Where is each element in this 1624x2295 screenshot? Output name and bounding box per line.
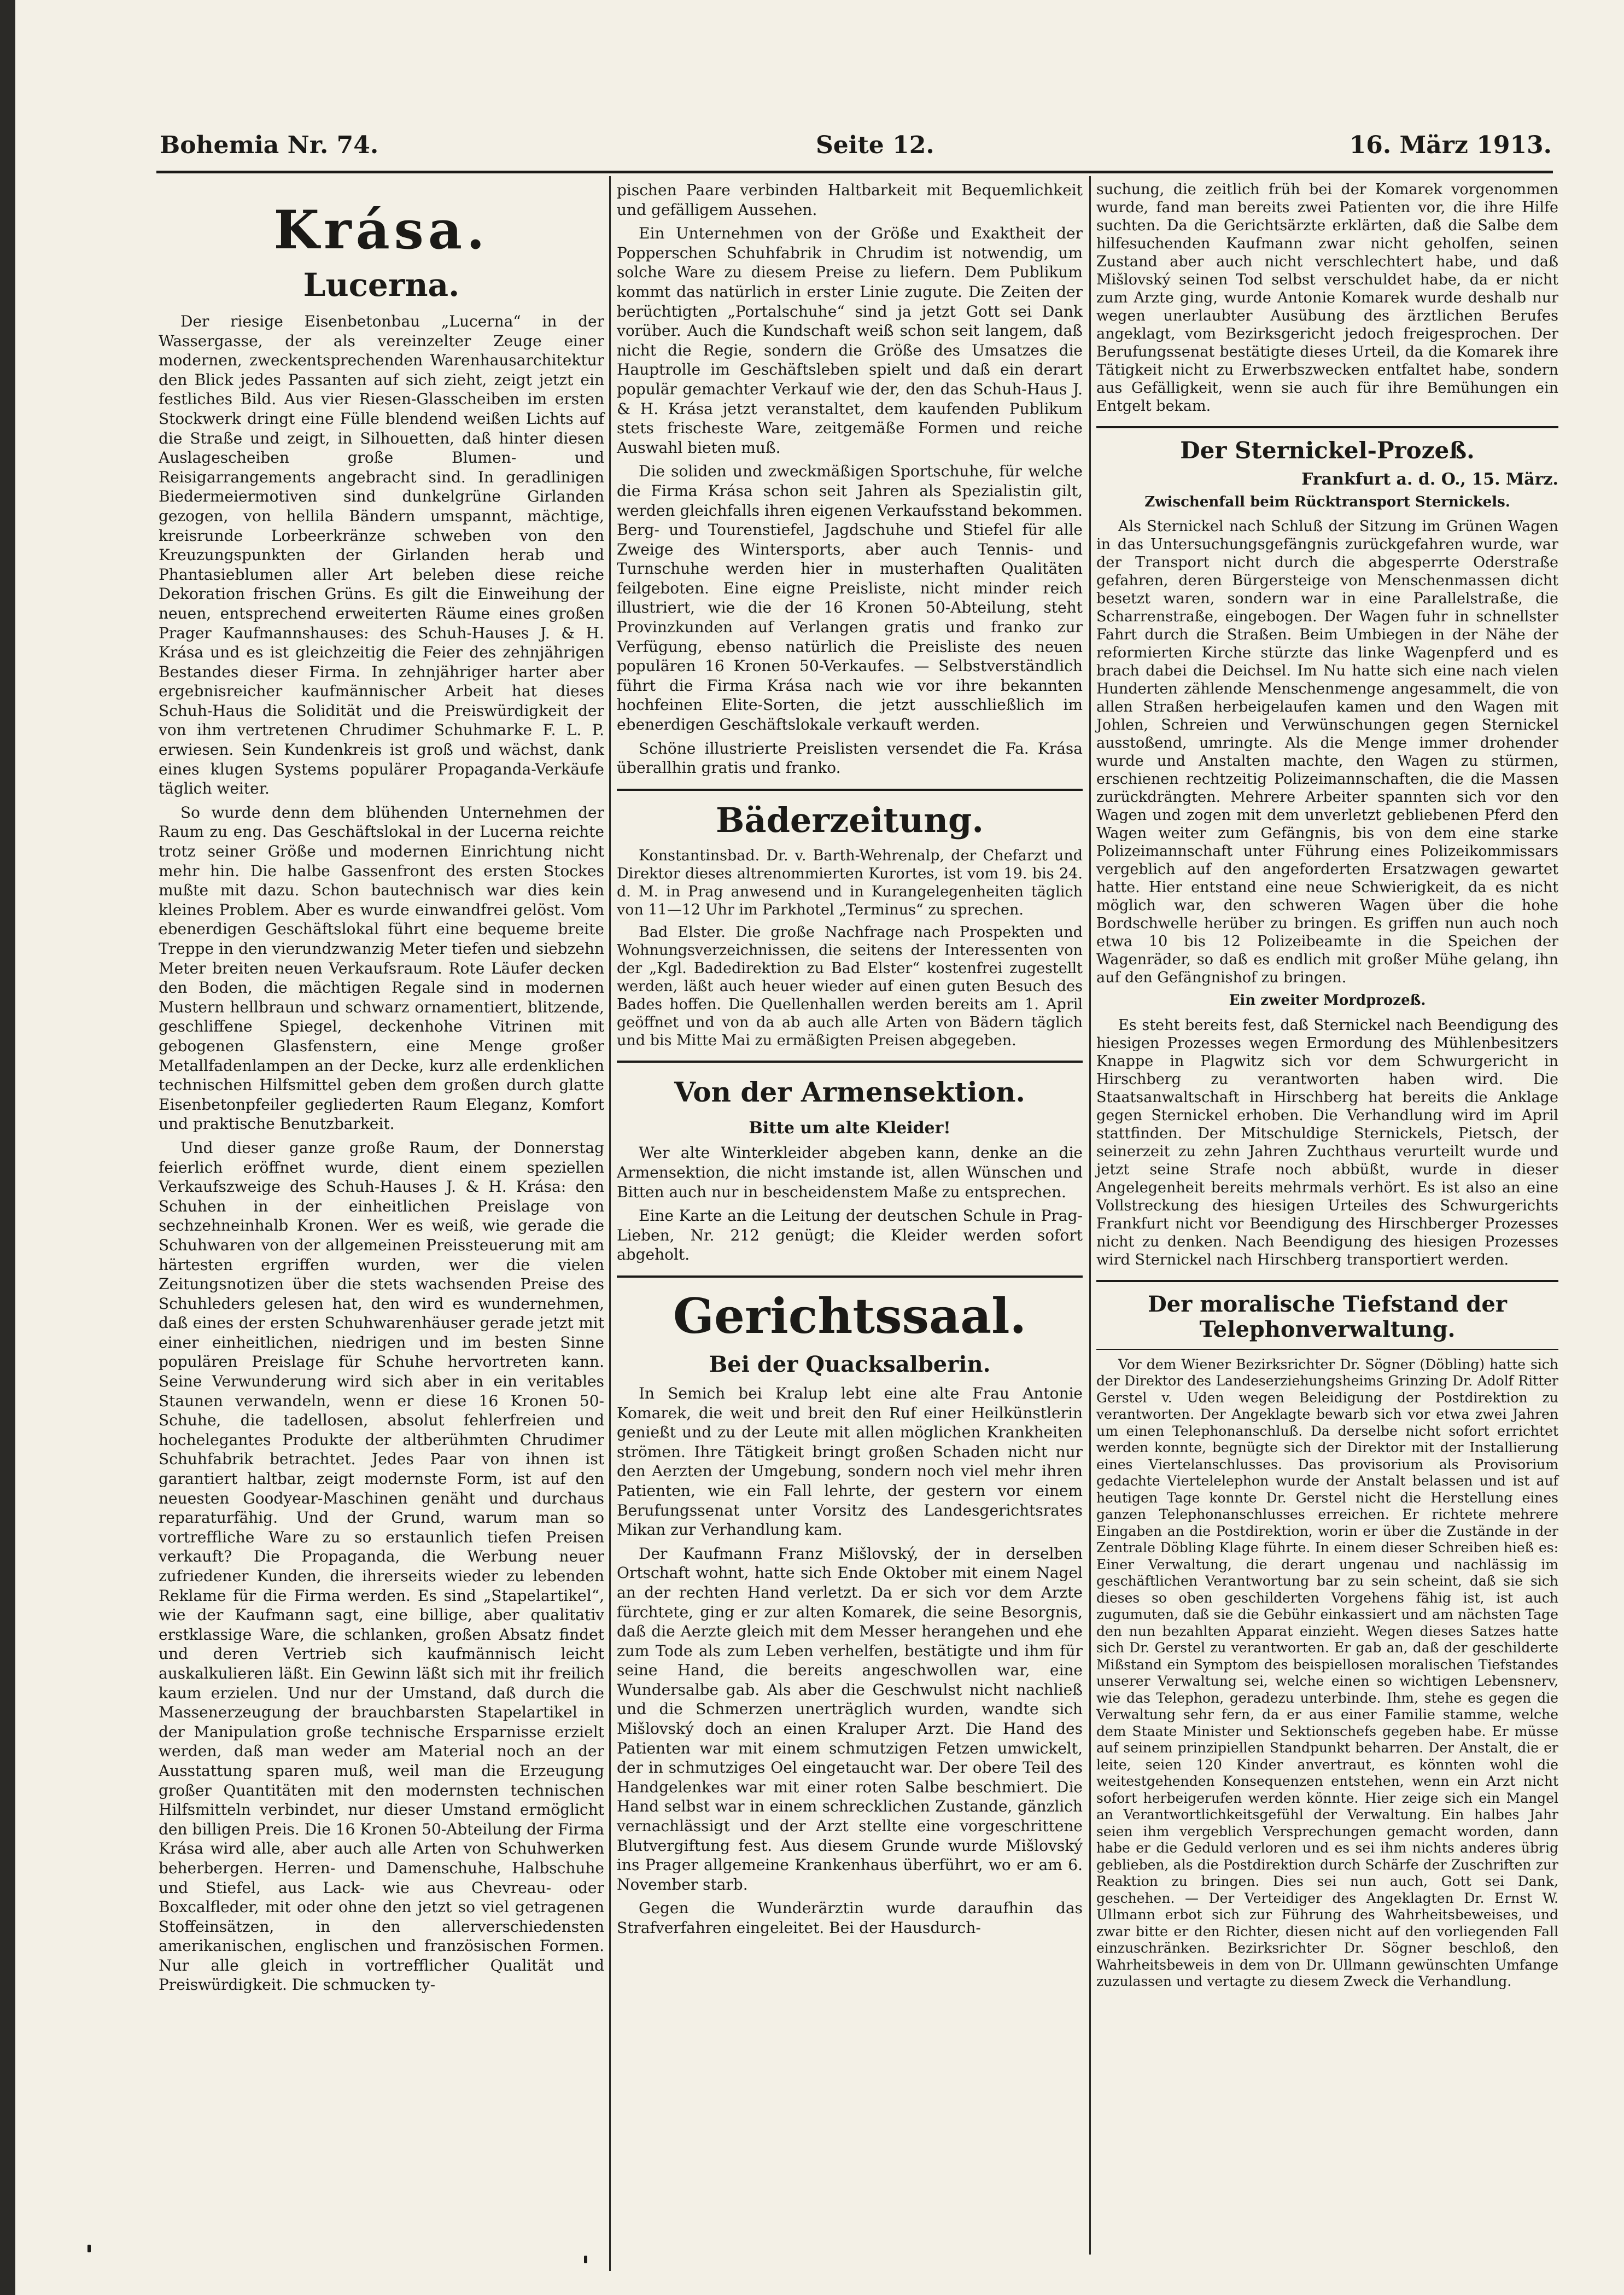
dateline: Frankfurt a. d. O., 15. März. bbox=[1301, 470, 1558, 489]
paragraph: Und dieser ganze große Raum, der Donnerstag feierlich eröffnet wurde, dient einem speziellen Verkaufszweige des Schuh-Hauses J. & H. Krása: den Schuhen in der einheitlichen Preislage von sechzehneinhalb Kronen. Wer es weiß, wie gerade die Schuhwaren von der allgemeinen Preissteuerung mit am härtesten ergriffen wurden, wer die vielen Zeitungsnotizen über die stets wachsenden Preise des Schuhleders gelesen hat, den wird es wundernehmen, daß eines der ersten Schuhwarenhäuser gerade jetzt mit einer einheitlichen, niedrigen und im besten Sinne populären Preislage für Schuhe hervortreten kann. Seine Verwunderung wird sich aber in ein veritables Staunen verwandeln, wenn er diese 16 Kronen 50-Schuhe, die tadellosen, absolut fehlerfreien und hochelegantes Produkte der altberühmten Chrudimer Schuhfabrik betrachtet. Jedes Paar von ihnen ist garantiert haltbar, zeigt modernste Form, ist auf den neuesten Goodyear-Maschinen genäht und durchaus reparaturfähig. Und der Grund, warum man so vortreffliche Ware zu so erstaunlich tiefen Preisen verkauft? Die Propaganda, die Werbung neuer zufriedener Kunden, die ihrerseits wieder zu lebenden Reklame für die Firma werden. Es sind „Stapelartikel“, wie der Kaufmann sagt, eine billige, aber qualitativ erstklassige Ware, die schlanken, großen Absatz findet und deren Vertrieb sich kaufmännisch leicht auskalkulieren läßt. Ein Gewinn läßt sich mit ihr freilich kaum erzielen. Und nur der Umstand, daß durch die Massenerzeugung der brauchbarsten Stapelartikel in der Manipulation große technische Ersparnisse erzielt werden, daß man weder am Material noch an der Ausstattung sparen muß, weil man die Erzeugung großer Quantitäten mit den modernsten technischen Hilfsmitteln verbindet, nur dieser Umstand ermöglicht den billigen Preis. Die 16 Kronen 50-Abteilung der Firma Krása wird alle, aber auch alle Arten von Schuhwerken beherbergen. Herren- und Damenschuhe, Halbschuhe und Stiefel, aus Lack- wie aus Chevreau- oder Boxcalfleder, mit oder ohne den jetzt so viel getragenen Stoffeinsätzen, in den allerverschiedensten amerikanischen, englischen und französischen Formen. Nur alle gleich in vortrefflicher Qualität und Preiswürdigkeit. Die schmucken ty- bbox=[159, 1138, 604, 1994]
paragraph: In Semich bei Kralup lebt eine alte Frau Antonie Komarek, die weit und breit den Ruf einer Heilkünstlerin genießt und zu der Leute mit allen möglichen Krankheiten strömen. Ihre Tätigkeit bringt großen Schaden nicht nur den Aerzten der Umgebung, sondern noch viel mehr ihren Patienten, wie ein Fall lehrte, der gestern vor einem Berufungssenat unter Vorsitz des Landesgerichtsrates Mikan zur Verhandlung kam. bbox=[617, 1384, 1083, 1539]
paragraph: Konstantinsbad. Dr. v. Barth-Wehrenalp, der Chefarzt und Direktor dieses altrenommierten Kurortes, ist vom 19. bis 24. d. M. in Prag anwesend und in Kurangelegenheiten täglich von 11—12 Uhr im Parkhotel „Terminus“ zu sprechen. bbox=[617, 847, 1083, 918]
section-rule bbox=[617, 1061, 1083, 1063]
section-subtitle: Bei der Quacksalberin. bbox=[709, 1351, 991, 1377]
section-title-gerichtssaal: Gerichtssaal. bbox=[673, 1287, 1027, 1344]
page-mark bbox=[584, 2256, 587, 2263]
column-divider-1 bbox=[609, 176, 611, 2271]
section-subtitle: Bitte um alte Kleider! bbox=[749, 1118, 951, 1138]
paragraph: Es steht bereits fest, daß Sternickel nach Beendigung des hiesigen Prozesses wegen Ermordung des Mühlenbesitzers Knappe in Plagwitz sich vor dem Schwurgericht in Hirschberg zu verantworten haben wird. Die Staatsanwaltschaft in Hirschberg hat bereits die Anklage gegen Sternickel erhoben. Die Verhandlung wird im April stattfinden. Der Mitschuldige Sternickels, Pietsch, der seinerzeit zu zehn Jahren Zuchthaus verurteilt wurde und jetzt seine Strafe noch abbüßt, wurde in dieser Angelegenheit bereits mehrmals verhört. Es ist also an eine Vollstreckung des hiesigen Urteiles des Schwurgerichts Frankfurt nicht vor Beendigung des Hirschberger Prozesses nicht zu denken. Nach Beendigung des hiesigen Prozesses wird Sternickel nach Hirschberg transportiert werden. bbox=[1096, 1016, 1558, 1268]
header-publication: Bohemia Nr. 74. bbox=[160, 131, 379, 159]
article-subtitle-lucerna: Lucerna. bbox=[303, 266, 460, 304]
section-title-sternickel: Der Sternickel-Prozeß. bbox=[1180, 437, 1475, 464]
paragraph: Ein Unternehmen von der Größe und Exaktheit der Popperschen Schuhfabrik in Chrudim ist notwendig, um solche Ware zu diesem Preise zu liefern. Dem Publikum kommt das natürlich in erster Linie zugute. Die Zeiten der berüchtigten „Portalschuhe“ sind ja jetzt Gott sei Dank vorüber. Auch die Kundschaft weiß schon seit langem, daß nicht die Regie, sondern die Größe des Umsatzes die Hauptrolle im Geschäftsleben spielt und daß ein derart populär gemachter Verkauf wie der, den das Schuh-Haus J. & H. Krása jetzt veranstaltet, dem kaufenden Publikum stets frischeste Ware, zeitgemäße Formen und reiche Auswahl bieten muß. bbox=[617, 224, 1083, 457]
column-2 bbox=[617, 180, 1083, 1942]
paragraph: suchung, die zeitlich früh bei der Komarek vorgenommen wurde, fand man bereits zwei Patienten vor, die ihre Hilfe suchten. Da die Gerichtsärzte erklärten, daß die Salbe dem hilfesuchenden Kaufmann zwar nicht geholfen, seinen Zustand aber auch nicht verschlechtert habe, und daß Mišlovský seinen Tod selbst verschuldet habe, da er nicht zum Arzte ging, wurde Antonie Komarek wurde deshalb nur wegen unerlaubter Ausübung des ärztlichen Berufes angeklagt, vom Bezirksgericht jedoch freigesprochen. Der Berufungssenat bestätigte dieses Urteil, da die Komarek ihre Tätigkeit nicht zu Erwerbszwecken entfaltet habe, sondern aus Gefälligkeit, wenn sie auch für ihre Bemühungen ein Entgelt bekam. bbox=[1096, 181, 1558, 415]
section-rule bbox=[617, 1275, 1083, 1278]
section-rule bbox=[617, 789, 1083, 791]
page-mark bbox=[87, 2245, 91, 2252]
section-rule bbox=[1096, 426, 1558, 428]
paragraph: Die soliden und zweckmäßigen Sportschuhe, für welche die Firma Krása schon seit Jahren als Spezialistin gilt, werden gleichfalls ihren eigenen Verkaufsstand bekommen. Berg- und Tourenstiefel, Jagdschuhe und Stiefel für alle Zweige des Wintersports, aber auch Tennis- und Turnschuhe werden hier in musterhaften Qualitäten feilgeboten. Eine eigne Preisliste, nicht minder reich illustriert, wie die der 16 Kronen 50-Abteilung, steht Provinzkunden auf Verlangen gratis und franko zur Verfügung, ebenso natürlich die Preisliste des neuen populären 16 Kronen 50-Verkaufes. — Selbstverständlich führt die Firma Krása nach wie vor ihre bekannten hochfeinen Elite-Sorten, die jetzt ausschließlich im ebenerdigen Geschäftslokale verkauft werden. bbox=[617, 462, 1083, 734]
header-page-number: Seite 12. bbox=[816, 131, 934, 159]
paragraph: Der riesige Eisenbetonbau „Lucerna“ in der Wassergasse, der als vereinzelter Zeuge einer modernen, zweckentsprechenden Warenhausarchitektur den Blick jedes Passanten auf sich zieht, zeigt jetzt ein festliches Bild. Aus vier Riesen-Glasscheiben im ersten Stockwerk dringt eine Fülle blendend weißen Lichts auf die Straße und zeigt, in Silhouetten, daß hinter diesen Auslagescheiben große Blumen- und Reisigarrangements angebracht sind. In geradlinigen Biedermeiermotiven sind dunkelgrüne Girlanden gezogen, von hellila Bändern umspannt, mächtige, kreisrunde Lorbeerkränze schweben von den Kreuzungspunkten der Girlanden herab und Phantasieblumen aller Art beleben diese reiche Dekoration frischen Grüns. Es gilt die Einweihung der neuen, entsprechend erweiterten Räume eines großen Prager Kaufmannshauses: des Schuh-Hauses J. & H. Krása und es ist gleichzeitig die Feier des zehnjährigen Bestandes dieser Firma. In zehnjähriger harter aber ergebnisreicher kaufmännischer Arbeit hat dieses Schuh-Haus die Solidität und die Preiswürdigkeit der von ihm vertretenen Chrudimer Schuhmarke F. L. P. erwiesen. Sein Kundenkreis ist groß und wächst, dank eines klugen Systems populärer Propaganda-Verkäufe täglich weiter. bbox=[159, 312, 604, 798]
section-title-armensektion: Von der Armensektion. bbox=[674, 1075, 1025, 1108]
article-title-krasa: Krása. bbox=[273, 199, 489, 261]
section-title-telephon: Der moralische Tiefstand der Telephonverwaltung. bbox=[1148, 1291, 1507, 1342]
page-edge-shadow bbox=[0, 0, 15, 2295]
paragraph: Bad Elster. Die große Nachfrage nach Prospekten und Wohnungsverzeichnissen, die seitens der Interessenten von der „Kgl. Badedirektion zu Bad Elster“ kostenfrei zugestellt werden, läßt auch heuer wieder auf einen guten Besuch des Bades hoffen. Die Quellenhallen werden bereits am 1. April geöffnet und von da ab auch alle Arten von Bädern täglich und bis Mitte Mai zu ermäßigten Preisen abgegeben. bbox=[617, 923, 1083, 1049]
section-rule bbox=[1096, 1280, 1558, 1282]
column-divider-2 bbox=[1089, 176, 1091, 2255]
paragraph: Als Sternickel nach Schluß der Sitzung im Grünen Wagen in das Untersuchungsgefängnis zurückgefahren wurde, war der Transport nicht durch die abgesperrte Oderstraße gefahren, deren Bürgersteige von Menschenmassen dicht besetzt waren, sondern war in eine Parallelstraße, die Scharrenstraße, eingebogen. Der Wagen fuhr in schnellster Fahrt durch die Straßen. Beim Umbiegen in der Nähe der reformierten Kirche stürzte das linke Wagenpferd und es brach dabei die Deichsel. Im Nu hatte sich eine nach vielen Hunderten zählende Menschenmenge angesammelt, die von allen Straßen herbeigelaufen kamen und den Wagen mit Johlen, Schreien und Verwünschungen gegen Sternickel ausstoßend, umringte. Als die Menge immer drohender wurde und Anstalten machte, den Wagen zu stürmen, erschienen rechtzeitig Polizeimannschaften, die die Massen zurückdrängten. Mehrere Arbeiter spannten sich vor den Wagen und zogen mit dem unverletzt gebliebenen Pferd den Wagen weiter zum Gefängnis, bis von dem eine starke Polizeimannschaft unter Führung eines Polizeikommissars vergeblich auf den angeforderten Ersatzwagen gewartet hatte. Hier entstand eine neue Schwierigkeit, da es nicht möglich war, den schweren Wagen über die hohe Bordschwelle herüber zu bringen. Es griffen nun auch noch etwa 10 bis 12 Polizeibeamte in die Speichen der Wagenräder, so daß es endlich mit großer Mühe gelang, ihn auf den Gefängnishof zu bringen. bbox=[1096, 518, 1558, 987]
paragraph: Vor dem Wiener Bezirksrichter Dr. Sögner (Döbling) hatte sich der Direktor des Landeserziehungsheims Grinzing Dr. Adolf Ritter Gerstel v. Uden wegen Beleidigung der Postdirektion zu verantworten. Der Angeklagte bewarb sich vor etwa zwei Jahren um einen Telephonanschluß. Da derselbe nicht sofort errichtet werden konnte, begnügte sich der Direktor mit der Installierung eines Viertelanschlusses. Das provisorium als Provisorium gedachte Viertelelephon wurde der Anstalt belassen und ist auf heutigen Tage konnte Dr. Gerstel nicht die Herstellung eines ganzen Telephonanschlusses erreichen. Er richtete mehrere Eingaben an die Postdirektion, worin er über die Zustände in der Zentrale Döbling Klage führte. In einem dieser Schreiben hieß es: Einer Verwaltung, die derart ungenau und nachlässig im geschäftlichen Verantwortung bar zu sein scheint, daß sie sich dieses so oben geschilderten Vorgehens fähig ist, ist auch zugumuten, daß sie die Gebühr einkassiert und am nächsten Tage den nun bezahlten Apparat einzieht. Wegen dieses Satzes hatte sich Dr. Gerstel zu verantworten. Er gab an, daß der geschilderte Mißstand ein Symptom des beispiellosen moralischen Tiefstandes unserer Verwaltung sei, welche einen so wichtigen Lebensnerv, wie das Telephon, geradezu unterbinde. Ihm, stehe es gegen die Verwaltung sehr fern, da er aus einer Familie stamme, welche dem Staate Minister und Sektionschefs gegeben habe. Er müsse auf seinem prinzipiellen Standpunkt beharren. Der Anstalt, die er leite, seien 120 Kinder anvertraut, es könnten wohl die weitestgehenden Konsequenzen entstehen, wenn ein Arzt nicht sofort herbeigerufen werden könnte. Hier zeige sich ein Mangel an Verantwortlichkeitsgefühl der Verwaltung. Ein halbes Jahr seien ihm vergeblich Versprechungen gemacht worden, dann habe er die Geduld verloren und es sei ihm nichts anderes übrig geblieben, als die Postdirektion durch Schärfe der Zuschriften zur Reaktion zu bringen. Dies sei nun auch, Gott sei Dank, geschehen. — Der Verteidiger des Angeklagten Dr. Ernst W. Ullmann erbot sich zur Führung des Wahrheitsbeweises, und zwar bitte er den Richter, diesen nicht auf den vorliegenden Fall einzuschränken. Bezirksrichter Dr. Sögner beschloß, den Wahrheitsbeweis in dem von Dr. Ullmann gewünschten Umfange zuzulassen und vertagte zu diesem Zweck die Verhandlung. bbox=[1096, 1356, 1558, 1990]
section-rule bbox=[1096, 1349, 1558, 1350]
section-subtitle: Zwischenfall beim Rücktransport Sternickels. bbox=[1144, 493, 1510, 510]
paragraph: pischen Paare verbinden Haltbarkeit mit Bequemlichkeit und gefälligem Aussehen. bbox=[617, 181, 1083, 219]
column-1 bbox=[159, 180, 604, 1999]
header-date: 16. März 1913. bbox=[1349, 131, 1552, 159]
header-rule bbox=[156, 171, 1553, 173]
column-3 bbox=[1096, 180, 1558, 1995]
paragraph: Schöne illustrierte Preislisten versendet die Fa. Krása überallhin gratis und franko. bbox=[617, 739, 1083, 777]
paragraph: Wer alte Winterkleider abgeben kann, denke an die Armensektion, die nicht imstande ist, allen Wünschen und Bitten auch nur in bescheidenstem Maße zu entsprechen. bbox=[617, 1144, 1083, 1201]
section-title-baederzeitung: Bäderzeitung. bbox=[716, 800, 984, 840]
paragraph: Der Kaufmann Franz Mišlovský, der in derselben Ortschaft wohnt, hatte sich Ende Oktober mit einem Nagel an der rechten Hand verletzt. Da er sich vor dem Arzte fürchtete, ging er zur alten Komarek, die seine Besorgnis, daß die Aerzte gleich mit dem Messer herangehen und ehe zum Tode als zum Leben verhelfen, bestätigte und ihm für seine Hand, die bereits angeschwollen war, eine Wundersalbe gab. Als aber die Geschwulst nicht nachließ und die Schmerzen unerträglich wurden, wandte sich Mišlovský doch an einen Kraluper Arzt. Die Hand des Patienten war mit einem schmutzigen Fetzen umwickelt, der in schmutziges Oel eingetaucht war. Der obere Teil des Handgelenkes war mit einer roten Salbe beschmiert. Die Hand selbst war in einem schrecklichen Zustande, gänzlich vernachlässigt und der Arzt stellte eine vorgeschrittene Blutvergiftung fest. Aus diesem Grunde wurde Mišlovský ins Prager allgemeine Krankenhaus überführt, wo er am 6. November starb. bbox=[617, 1544, 1083, 1894]
section-subtitle: Ein zweiter Mordprozeß. bbox=[1229, 992, 1426, 1009]
paragraph: Eine Karte an die Leitung der deutschen Schule in Prag-Lieben, Nr. 212 genügt; die Kleider werden sofort abgeholt. bbox=[617, 1207, 1083, 1264]
running-head bbox=[160, 131, 1552, 170]
paragraph: So wurde denn dem blühenden Unternehmen der Raum zu eng. Das Geschäftslokal in der Lucerna reichte trotz seiner Größe und modernen Einrichtung nicht mehr hin. Die halbe Gassenfront des ersten Stockes mußte mit dazu. Schon bautechnisch war dies kein kleines Problem. Aber es wurde einwandfrei gelöst. Vom ebenerdigen Geschäftslokal führt eine bequeme breite Treppe in den vierundzwanzig Meter tiefen und siebzehn Meter breiten neuen Verkaufsraum. Rote Läufer decken den Boden, die mächtigen Regale sind in modernen Mustern hellbraun und schwarz ornamentiert, blitzende, geschliffene Spiegel, deckenhohe Vitrinen mit gebogenen Glasfenstern, eine Menge großer Metallfadenlampen an der Decke, kurz alle erdenklichen technischen Hilfsmittel geben dem großen durch glatte Eisenbetonpfeiler gegliederten Raum Eleganz, Komfort und praktische Benutzbarkeit. bbox=[159, 803, 604, 1133]
paragraph: Gegen die Wunderärztin wurde daraufhin das Strafverfahren eingeleitet. Bei der Hausdurch- bbox=[617, 1899, 1083, 1937]
